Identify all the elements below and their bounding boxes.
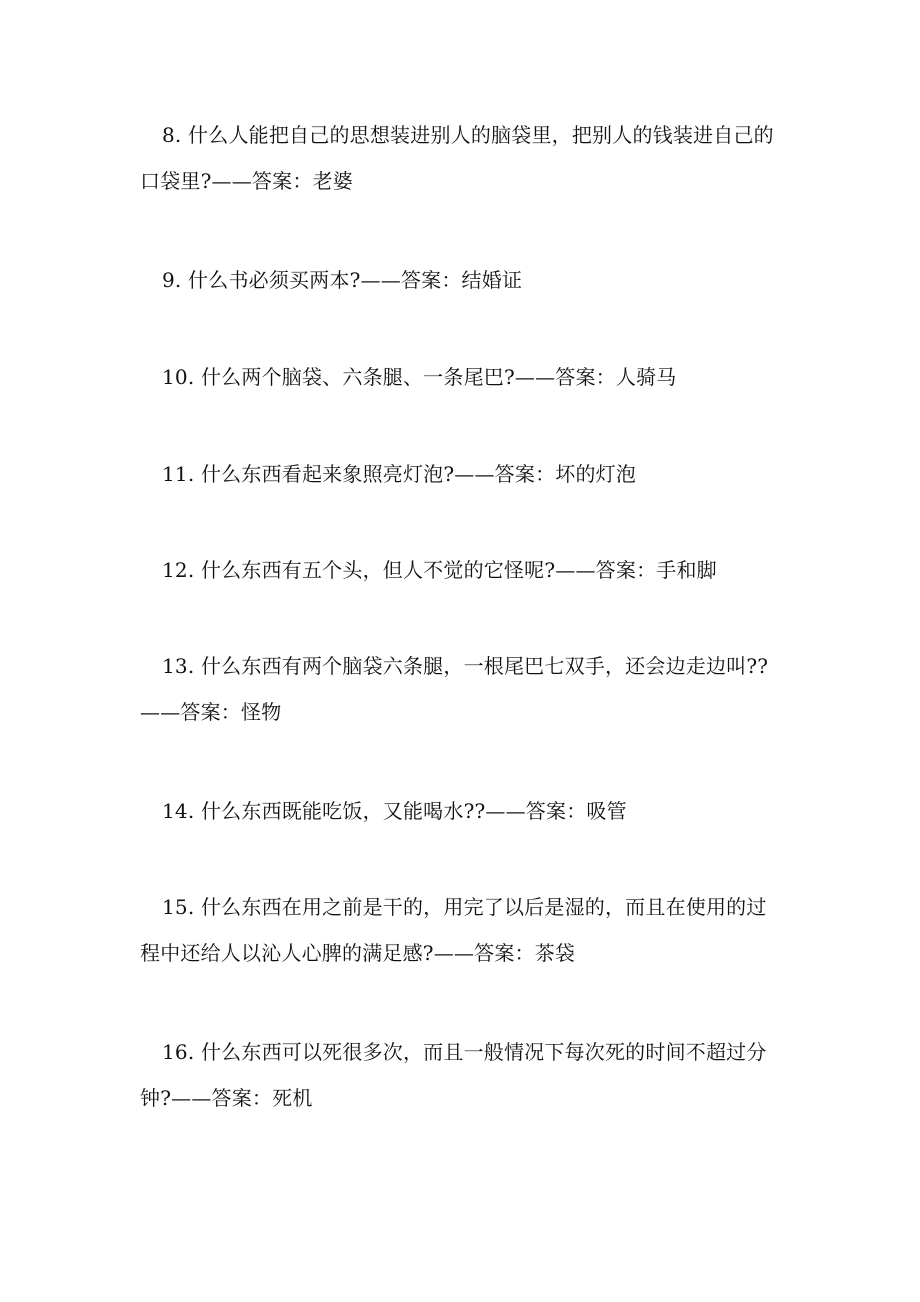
riddle-item-11: 11. 什么东西看起来象照亮灯泡?——答案：坏的灯泡 xyxy=(162,462,637,486)
riddle-item-15: 15. 什么东西在用之前是干的，用完了以后是湿的，而且在使用的过程中还给人以沁人心脾的满足感?——答案：茶袋 xyxy=(140,895,767,965)
riddle-item-10: 10. 什么两个脑袋、六条腿、一条尾巴?——答案：人骑马 xyxy=(162,365,677,389)
riddle-item-9: 9. 什么书必须买两本?——答案：结婚证 xyxy=(162,268,523,292)
riddle-item-13: 13. 什么东西有两个脑袋六条腿，一根尾巴七双手，还会边走边叫??——答案：怪物 xyxy=(140,654,769,724)
riddle-item-8: 8. 什么人能把自己的思想装进别人的脑袋里，把别人的钱装进自己的口袋里?——答案：老婆 xyxy=(140,123,774,193)
riddle-item-14: 14. 什么东西既能吃饭，又能喝水??——答案：吸管 xyxy=(162,799,627,823)
riddle-item-12: 12. 什么东西有五个头，但人不觉的它怪呢?——答案：手和脚 xyxy=(162,558,717,582)
riddle-item-16: 16. 什么东西可以死很多次，而且一般情况下每次死的时间不超过分钟?——答案：死机 xyxy=(140,1040,767,1110)
